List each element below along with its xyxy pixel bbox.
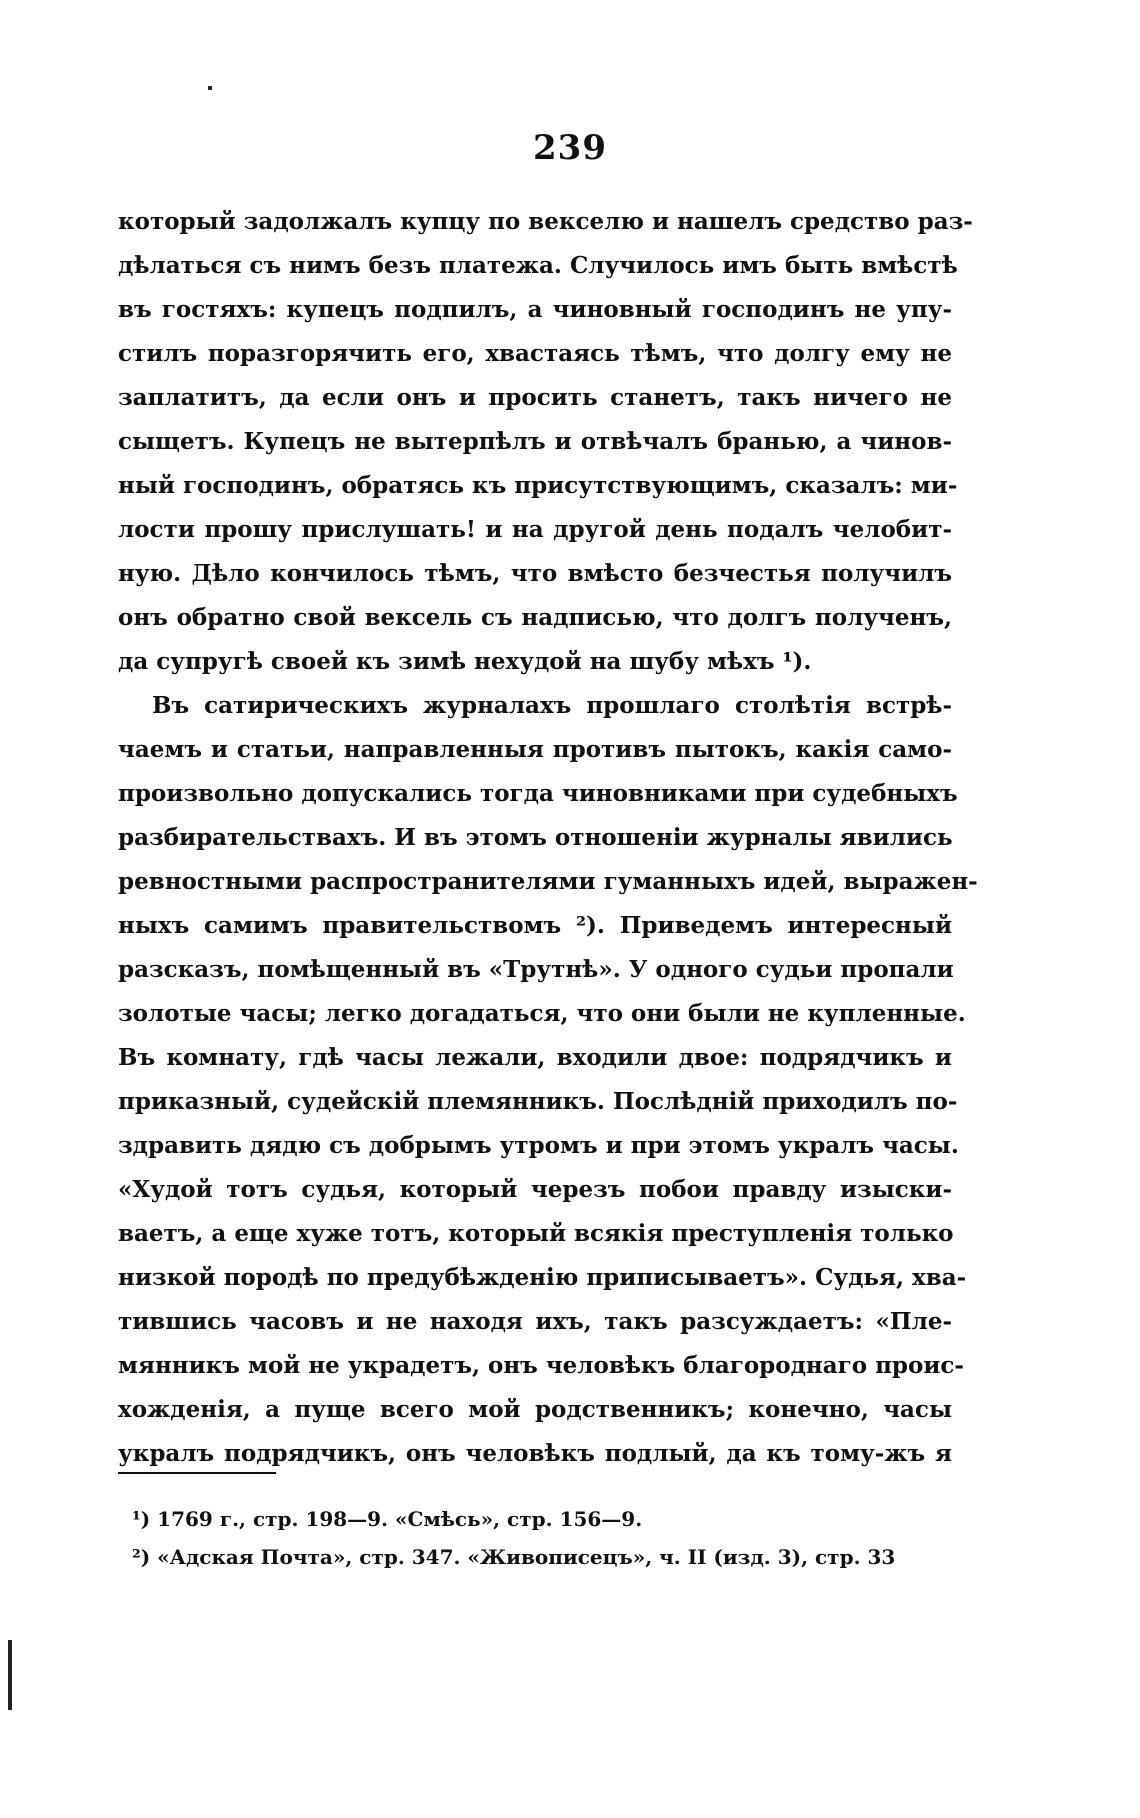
page-number: 239 [533,128,607,168]
text-line: хожденія, а пуще всего мой родственникъ; конечно, часы [118,1396,952,1423]
text-line: чаемъ и статьи, направленныя противъ пытокъ, какія само- [118,736,952,763]
text-line: ныхъ самимъ правительствомъ ²). Приведемъ интересный [118,912,952,939]
footnote: ²) «Адская Почта», стр. 347. «Живописецъ», ч. II (изд. 3), стр. 33 [132,1545,896,1569]
text-line: который задолжалъ купцу по векселю и нашелъ средство раз- [118,208,973,235]
footnote: ¹) 1769 г., стр. 198—9. «Смѣсь», стр. 156—9. [132,1507,643,1531]
text-line: низкой породѣ по предубѣжденію приписываетъ». Судья, хва- [118,1264,967,1291]
text-line: да супругѣ своей къ зимѣ нехудой на шубу мѣхъ ¹). [118,648,812,675]
text-line: въ гостяхъ: купецъ подпилъ, а чиновный господинъ не упу- [118,296,952,323]
text-line: онъ обратно свой вексель съ надписью, что долгъ полученъ, [118,604,952,631]
footnote-divider [118,1472,276,1474]
text-line: «Худой тотъ судья, который черезъ побои правду изыски- [118,1176,952,1203]
text-line: ревностными распространителями гуманныхъ идей, выражен- [118,868,978,895]
text-line: дѣлаться съ нимъ безъ платежа. Случилось имъ быть вмѣстѣ [118,252,958,279]
text-line: лости прошу прислушать! и на другой день подалъ челобит- [118,516,952,543]
text-line: ваетъ, а еще хуже тотъ, который всякія преступленія только [118,1220,954,1247]
ink-speck [208,86,212,90]
text-line: Въ комнату, гдѣ часы лежали, входили двое: подрядчикъ и [118,1044,952,1071]
text-line: приказный, судейскій племянникъ. Послѣдній приходилъ по- [118,1088,958,1115]
text-line: сыщетъ. Купецъ не вытерпѣлъ и отвѣчалъ бранью, а чинов- [118,428,952,455]
body-text [118,200,978,1476]
text-line: золотые часы; легко догадаться, что они были не купленные. [118,1000,966,1027]
text-line: разбирательствахъ. И въ этомъ отношеніи журналы явились [118,824,953,851]
text-line: Въ сатирическихъ журналахъ прошлаго столѣтія встрѣ- [152,692,952,719]
text-line: произвольно допускались тогда чиновниками при судебныхъ [118,780,958,807]
text-line: заплатитъ, да если онъ и просить станетъ, такъ ничего не [118,384,952,411]
text-line: ную. Дѣло кончилось тѣмъ, что вмѣсто безчестья получилъ [118,560,952,587]
margin-mark [8,1640,12,1710]
text-line: стилъ поразгорячить его, хвастаясь тѣмъ, что долгу ему не [118,340,952,367]
text-line: ный господинъ, обратясь къ присутствующимъ, сказалъ: ми- [118,472,958,499]
footnotes [132,1500,952,1576]
text-line: разсказъ, помѣщенный въ «Трутнѣ». У одного судьи пропали [118,956,954,983]
text-line: укралъ подрядчикъ, онъ человѣкъ подлый, да къ тому-жъ я [118,1440,952,1467]
text-line: тившись часовъ и не находя ихъ, такъ разсуждаетъ: «Пле- [118,1308,952,1335]
text-line: здравить дядю съ добрымъ утромъ и при этомъ укралъ часы. [118,1132,959,1159]
text-line: мянникъ мой не украдетъ, онъ человѣкъ благороднаго проис- [118,1352,964,1379]
